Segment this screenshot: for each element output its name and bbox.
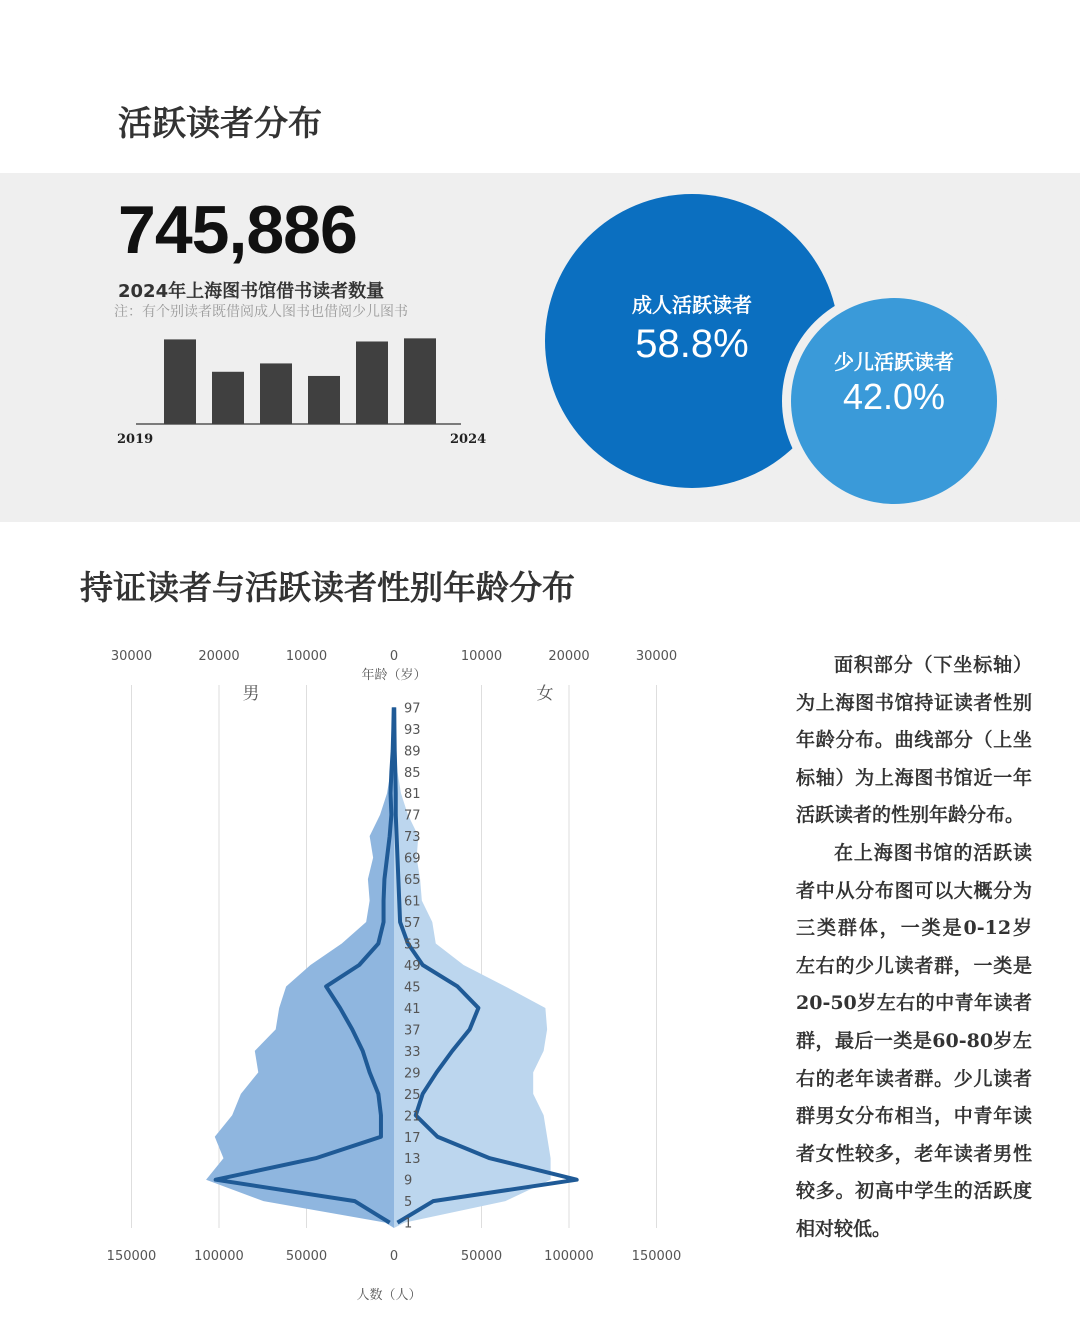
bottom-axis-tick-label: 150000 <box>631 1249 682 1264</box>
x-axis-start-label: 2019 <box>117 432 154 447</box>
bar-2024 <box>404 338 436 424</box>
gender-age-pyramid-chart <box>0 630 780 1310</box>
bottom-axis-tick-label: 100000 <box>194 1249 244 1264</box>
age-tick-label: 17 <box>404 1130 421 1146</box>
chart-description <box>796 647 1032 1249</box>
top-axis-tick-label: 30000 <box>110 649 153 664</box>
description-paragraph-1: 面积部分（下坐标轴）为上海图书馆持证读者性别年龄分布。曲线部分（上坐标轴）为上海图书馆近一年活跃读者的性别年龄分布。 <box>796 654 1032 827</box>
child-readers-bubble <box>791 298 997 504</box>
age-tick-label: 21 <box>404 1109 421 1125</box>
age-tick-label: 89 <box>404 744 421 760</box>
top-axis-tick-label: 10000 <box>460 649 503 664</box>
bar-2019 <box>164 339 196 424</box>
bottom-axis-tick-label: 150000 <box>106 1249 157 1264</box>
age-tick-label: 57 <box>404 916 421 932</box>
age-tick-label: 81 <box>404 787 421 803</box>
age-tick-label: 37 <box>404 1023 421 1039</box>
child-readers-percent: 42.0% <box>842 376 946 417</box>
female-label: 女 <box>536 684 554 704</box>
adult-readers-bubble <box>545 194 839 488</box>
bottom-axis-tick-label: 0 <box>389 1249 399 1264</box>
age-tick-label: 29 <box>404 1066 421 1082</box>
reader-count-caption: 2024年上海图书馆借书读者数量 <box>118 281 385 302</box>
top-axis-tick-label: 10000 <box>285 649 328 664</box>
section-title-gender-age: 持证读者与活跃读者性别年龄分布 <box>80 568 575 607</box>
adult-readers-percent: 58.8% <box>635 322 749 366</box>
age-tick-label: 97 <box>404 701 421 717</box>
bar-2022 <box>308 376 340 424</box>
bar-2020 <box>212 372 244 424</box>
x-axis-end-label: 2024 <box>450 432 487 447</box>
age-tick-label: 93 <box>404 722 421 738</box>
section-title-active-readers: 活跃读者分布 <box>118 104 322 144</box>
bottom-axis-tick-label: 50000 <box>285 1249 328 1264</box>
count-axis-label: 人数（人） <box>356 1288 422 1303</box>
reader-count: 745,886 <box>118 192 357 268</box>
age-tick-label: 1 <box>404 1216 413 1232</box>
bar-2021 <box>260 363 292 424</box>
description-paragraph-2: 在上海图书馆的活跃读者中从分布图可以大概分为三类群体，一类是0-12岁左右的少儿读者群，一类是20-50岁左右的中青年读者群，最后一类是60-80岁左右的老年读者群。少儿读者群男女分布相当，中青年读者女性较多，老年读者男性较多。初高中学生的活跃度相对较低。 <box>796 841 1032 1240</box>
top-axis-tick-label: 30000 <box>635 649 678 664</box>
adult-readers-label: 成人活跃读者 <box>632 293 752 317</box>
age-tick-label: 77 <box>404 808 421 824</box>
top-axis-tick-label: 0 <box>389 649 399 664</box>
yearly-readers-bar-chart <box>117 330 500 450</box>
male-label: 男 <box>242 684 260 704</box>
age-tick-label: 25 <box>404 1087 421 1103</box>
age-tick-label: 65 <box>404 873 421 889</box>
age-tick-label: 53 <box>404 937 421 953</box>
top-axis-tick-label: 20000 <box>198 649 240 664</box>
age-tick-label: 61 <box>404 894 421 910</box>
child-readers-label: 少儿活跃读者 <box>834 350 954 374</box>
age-axis-label: 年龄（岁） <box>361 668 427 683</box>
age-tick-label: 41 <box>404 1001 421 1017</box>
male-holders-area <box>206 707 394 1228</box>
age-tick-label: 5 <box>404 1195 413 1211</box>
age-tick-label: 49 <box>404 959 421 974</box>
bottom-axis-tick-label: 100000 <box>544 1249 594 1264</box>
age-tick-label: 73 <box>404 830 421 846</box>
reader-count-note: 注：有个别读者既借阅成人图书也借阅少儿图书 <box>114 304 408 320</box>
age-tick-label: 13 <box>404 1152 421 1168</box>
age-tick-label: 85 <box>404 765 421 781</box>
age-tick-label: 9 <box>404 1173 413 1189</box>
age-tick-label: 33 <box>404 1044 421 1060</box>
bottom-axis-tick-label: 50000 <box>460 1249 503 1264</box>
age-tick-label: 69 <box>404 851 421 867</box>
top-axis-tick-label: 20000 <box>548 649 590 664</box>
age-tick-label: 45 <box>404 980 421 996</box>
bar-2023 <box>356 341 388 424</box>
